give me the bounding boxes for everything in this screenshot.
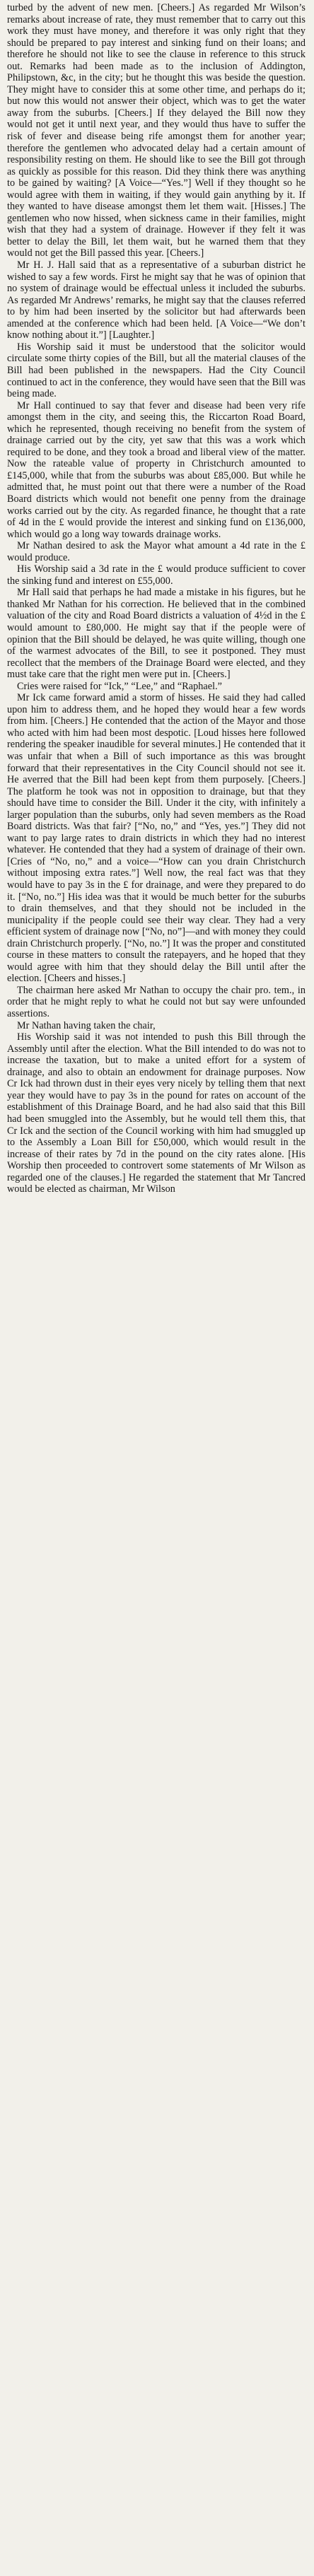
paragraph-ick-speech: Mr Ick came forward amid a storm of hisses. He said they had called upon him to address them, and he hoped they would hear a few words from him. [Cheers.] He contended that the action of the Mayor and those who acted with him had been most despotic. [Loud hisses here followed rendering the speaker inaudible for several minutes.] He contended that it was unfair that when a Bill of such importance as this was brought forward that their representatives in the City Council should not see it. He averred that the Bill had been kept from them purposely. [Cheers.] The platform he took was not in opposition to drainage, but that they should have time to consider the Bill. Under it the city, with infinitely a larger population than the suburbs, only had seven members as the Road Board districts. Was that fair? [“No, no,” and “Yes, yes.”] They did not want to pay large rates to drain districts in which they had no interest whatever. He contended that they had a system of drainage of their own. [Cries of “No, no,” and a voice—“How can you drain Christchurch without imposing extra rates.”] Well now, the real fact was that they would have to pay 3s in the £ for drainage, and were they prepared to do it. [“No, no.”] His idea was that it would be much better for the suburbs to drain themselves, and that they should not be included in the municipality if the people could see their way clear. They had a very efficient system of drainage now [“No, no”]—and with money they could drain Christchurch properly. [“No, no.”] It was the proper and constituted course in these matters to consult the ratepayers, and he hoped that they would agree with him that they should delay the Bill until after the election. [Cheers and hisses.] [7, 692, 306, 985]
article-column [7, 2, 306, 1195]
paragraph-cries: Cries were raised for “Ick,” “Lee,” and “Raphael.” [17, 680, 223, 692]
paragraph-hall-correction: Mr Hall said that perhaps he had made a mistake in his figures, but he thanked Mr Nathan for his correction. He believed that in the combined valuation of the city and Road Board districts a valuation of 4½d in the £ would amount to £80,000. He might say that if the people were of opinion that the Bill should be delayed, he was quite willing, though one of the warmest advocates of the Bill, to see it postponed. They must recollect that the members of the Drainage Board were elected, and they must take care that the right men were put in. [Cheers.] [7, 587, 306, 681]
paragraph-worship-rate-answer: His Worship said a 3d rate in the £ would produce sufficient to cover the sinking fund and interest on £55,000. [7, 563, 306, 587]
paragraph-chairman-nathan: The chairman here asked Mr Nathan to occupy the chair pro. tem., in order that he might reply to what he could not but say were unfounded assertions. [7, 984, 306, 1020]
paragraph-nathan-chair: Mr Nathan having taken the chair, [17, 1019, 156, 1031]
paragraph-worship-bill-copies: His Worship said it must be understood that the solicitor would circulate some thirty copies of the Bill, but all the material clauses of the Bill had been published in the newspapers. Had the City Council continued to act in the conference, they would have seen that the Bill was being made. [7, 341, 306, 400]
paragraph-hall-finance: Mr Hall continued to say that fever and disease had been very rife amongst them in the city, and seeing this, the Riccarton Road Board, which he represented, though receiving no benefit from the system of drainage carried out by the city, yet saw that this was a work which required to be done, and they took a broad and liberal view of the matter. Now the rateable value of property in Christchurch amounted to £145,000, while that from the suburbs was about £85,000. But while he admitted that, he must point out that there were a number of the Road Board districts which would not benefit one penny from the drainage works carried out by the city. As regarded finance, he thought that a rate of 4d in the £ would provide the interest and sinking fund on £136,000, which would go a long way towards drainage works. [7, 399, 306, 540]
paragraph-nathan-question: Mr Nathan desired to ask the Mayor what amount a 4d rate in the £ would produce. [7, 540, 306, 563]
paragraph-hall-speech: Mr H. J. Hall said that as a representative of a suburban district he wished to say a few words. First he might say that he was of opinion that no system of drainage would be effectual unless it included the suburbs. As regarded Mr Andrews’ remarks, he might say that the clauses referred to by him had been inserted by the solicitor but had afterwards been amended at the conference which had been held. [A Voice—“We don’t know nothing about it.”] [Laughter.] [7, 259, 306, 341]
paragraph-worship-reply: His Worship said it was not intended to push this Bill through the Assembly until after the election. What the Bill intended to do was not to increase the taxation, but to make a united effort for a system of drainage, and also to obtain an endowment for drainage purposes. Now Cr Ick had thrown dust in their eyes very nicely by telling them that next year they would have to pay 3s in the pound for rates on account of the establishment of this Drainage Board, and he had also said that this Bill had been smuggled into the Assembly, but he would tell them this, that Cr Ick and the section of the Council working with him had smuggled up to the Assembly a Loan Bill for £50,000, which would result in the increase of their rates by 7d in the pound on the city rates alone. [His Worship then proceeded to controvert some statements of Mr Wilson as regarded one of the clauses.] He regarded the statement that Mr Tancred would be elected as chairman, Mr Wilson [7, 1031, 306, 1195]
paragraph-mayor-conclusion: turbed by the advent of new men. [Cheers.] As regarded Mr Wilson’s remarks about increase of rate, they must remember that to carry out this work they must have money, and therefore it was only right that they should be prepared to pay interest and sinking fund on their loans; and therefore he should not like to see the clause in reference to this struck out. Remarks had been made as to the inclusion of Addington, Philipstown, &c, in the city; but he thought this was beside the question. They might have to consider this at some other time, and perhaps do it; but now this would not answer their object, which was to get the water away from the suburbs. [Cheers.] If they delayed the Bill now they would not get it until next year, and they would thus have to suffer the risk of fever and disease being rife amongst them for another year; therefore the gentlemen who advocated delay had a certain amount of responsibility resting on them. He should like to see the Bill got through as quickly as possible for this reason. Did they think there was anything to be gained by waiting? [A Voice—“Yes.”] Well if they thought so he would agree with them in waiting, if they would gain anything by it. If they wanted to have disease amongst them let them wait. [Hisses.] The gentlemen who now hissed, when sickness came in their families, might wish that they had a system of drainage. However if they felt it was better to delay the Bill, let them wait, but he warned them that they would not get the Bill passed this year. [Cheers.] [7, 2, 306, 259]
